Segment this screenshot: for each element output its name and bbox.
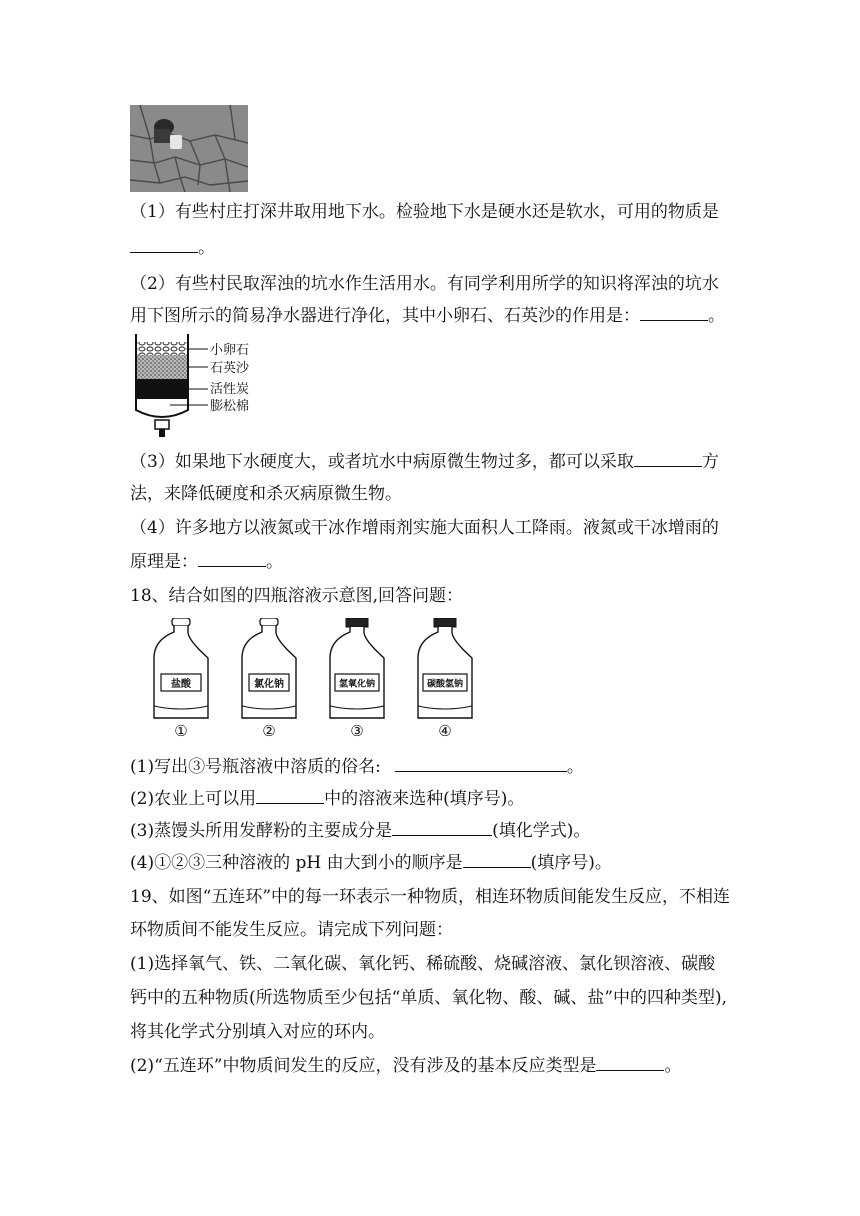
q18-sub4: (4)①②③三种溶液的 pH 由大到小的顺序是 (填序号)。 [130, 853, 612, 873]
bottle-label: 盐酸 [171, 679, 191, 690]
q19-line5: 将其化学式分别填入对应的环内。 [130, 1022, 385, 1042]
q19-line2: 环物质间不能发生反应。请完成下列问题： [130, 920, 453, 940]
q17-part4-line2: 原理是： 。 [130, 552, 283, 572]
q19-line6: (2)“五连环”中物质间发生的反应，没有涉及的基本反应类型是 。 [130, 1056, 682, 1076]
answer-blank[interactable] [198, 550, 266, 567]
answer-blank[interactable] [640, 304, 708, 321]
q17-part1-line1: （1）有些村庄打深井取用地下水。检验地下水是硬水还是软水，可用的物质是 [130, 202, 719, 222]
bottle-2 [242, 618, 296, 740]
water-filter-diagram [130, 334, 270, 440]
answer-blank[interactable] [395, 755, 567, 772]
q19-line4: 钙中的五种物质(所选物质至少包括“单质、氧化物、酸、碱、盐”中的四种类型), [130, 988, 728, 1008]
bottle-label: 碳酸氢钠 [426, 679, 464, 690]
filter-label-cotton: 膨松棉 [210, 399, 250, 414]
answer-blank[interactable] [634, 450, 702, 467]
bottle-number: ③ [350, 722, 364, 740]
bottle-3 [330, 618, 384, 740]
four-bottles-figure [150, 618, 480, 740]
answer-blank[interactable] [392, 819, 492, 836]
bottle-label: 氯化钠 [254, 679, 284, 690]
filter-label-pebble: 小卵石 [210, 343, 250, 358]
q17-part3-line2: 法，来降低硬度和杀灭病原微生物。 [130, 484, 402, 504]
q18-sub1: (1)写出③号瓶溶液中溶质的俗名: 。 [130, 757, 584, 777]
answer-blank[interactable] [463, 851, 531, 868]
bottle-number: ① [174, 722, 188, 740]
bottle-number: ② [262, 722, 276, 740]
answer-blank[interactable] [130, 236, 198, 253]
q17-part1-line2: 。 [130, 236, 215, 260]
filter-label-sand: 石英沙 [210, 361, 250, 376]
bottle-1 [154, 618, 208, 740]
answer-blank[interactable] [256, 787, 324, 804]
q17-part2-line1: （2）有些村民取浑浊的坑水作生活用水。有同学利用所学的知识将浑浊的坑水 [130, 274, 719, 294]
q18-title: 18、结合如图的四瓶溶液示意图,回答问题： [130, 586, 464, 606]
q17-part2-line2: 用下图所示的简易净水器进行净化，其中小卵石、石英沙的作用是： 。 [130, 306, 725, 326]
q17-part3-line1: （3）如果地下水硬度大，或者坑水中病原微生物过多，都可以采取 方 [130, 452, 719, 472]
bottle-number: ④ [438, 722, 452, 740]
q18-sub2: (2)农业上可以用 中的溶液来选种(填序号)。 [130, 789, 525, 809]
answer-blank[interactable] [596, 1054, 664, 1071]
drought-photo [130, 105, 248, 192]
bottle-4 [418, 618, 472, 740]
bottle-label: 氢氧化钠 [338, 679, 376, 690]
q19-line3: (1)选择氧气、铁、二氧化碳、氧化钙、稀硫酸、烧碱溶液、氯化钡溶液、碳酸 [130, 954, 716, 974]
q18-sub3: (3)蒸馒头所用发酵粉的主要成分是 (填化学式)。 [130, 821, 591, 841]
q17-part4-line1: （4）许多地方以液氮或干冰作增雨剂实施大面积人工降雨。液氮或干冰增雨的 [130, 518, 719, 538]
filter-label-carbon: 活性炭 [210, 382, 250, 397]
q19-line1: 19、如图“五连环”中的每一环表示一种物质，相连环物质间能发生反应，不相连 [130, 887, 731, 907]
